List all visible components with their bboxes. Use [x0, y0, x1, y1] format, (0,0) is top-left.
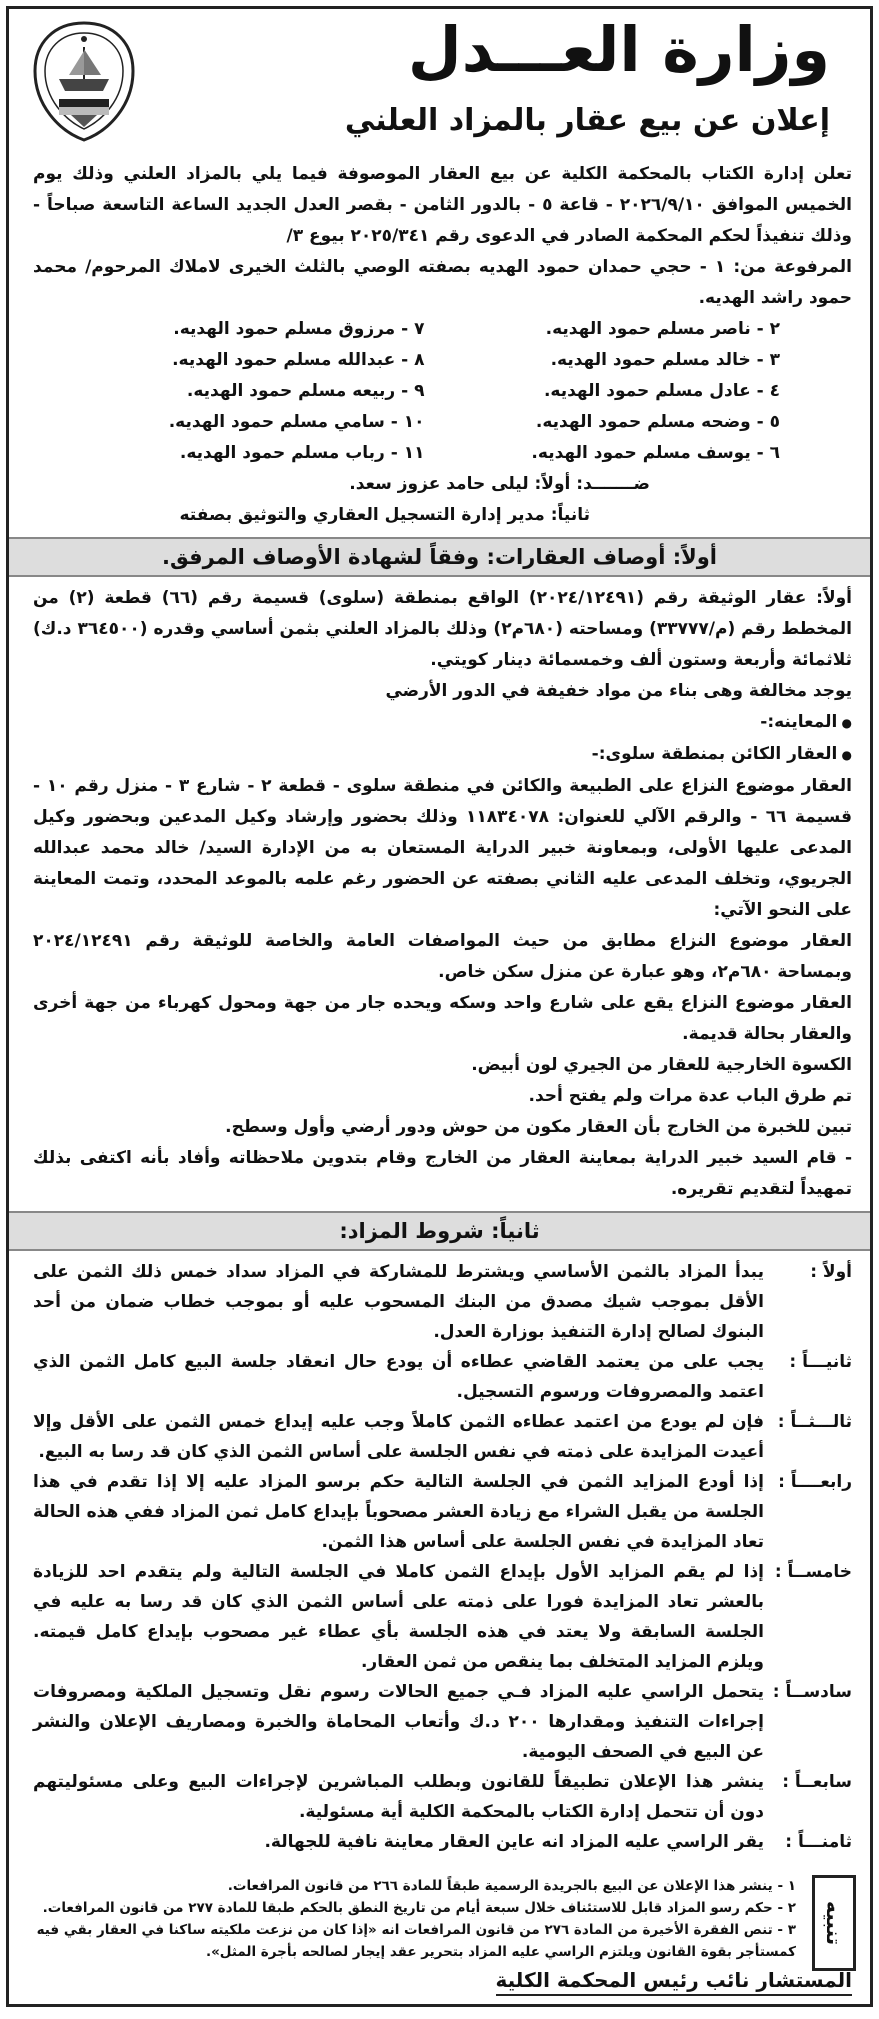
- inspection-paragraph: الكسوة الخارجية للعقار من الجيري لون أبيض.: [471, 1055, 852, 1075]
- list-item: ٣ - خالد مسلم حمود الهديه.: [550, 350, 780, 370]
- inspection-paragraph: تم طرق الباب عدة مرات ولم يفتح أحد.: [528, 1086, 852, 1106]
- plaintiff-first: المرفوعة من: ١ - حجي حمدان حمود الهديه بصفته الوصي بالثلث الخيرى لاملاك المرحوم/ محمد حمود راشد الهديه.: [33, 257, 853, 308]
- condition-item: [9, 1407, 870, 1467]
- violation-line: يوجد مخالفة وهى بناء من مواد خفيفة في الدور الأرضي: [385, 681, 852, 701]
- condition-text: يجب على من يعتمد القاضي عطاءه أن يودع حال انعقاد جلسة البيع كامل الثمن الذي اعتمد والمصروفات ورسوم التسجيل.: [33, 1352, 764, 1402]
- list-item: ٥ - وضحه مسلم حمود الهديه.: [535, 412, 780, 432]
- signature: المستشار نائب رئيس المحكمة الكلية: [496, 1968, 852, 1996]
- condition-label: سابعــاً :: [782, 1772, 852, 1792]
- header: [9, 9, 870, 159]
- condition-text: فإن لم يودع من اعتمد عطاءه الثمن كاملاً وجب عليه إيداع خمس الثمن على الأقل وإلا أعيدت المزايدة على ذمته في نفس الجلسة على أساس الثمن الذي كان قد رسا به البيع.: [33, 1412, 764, 1462]
- condition-text: إذا أودع المزايد الثمن في الجلسة التالية حكم برسو المزاد عليه إلا إذا تقدم في هذا الجلسة من يقبل الشراء مع زيادة العشر مصحوباً بإيداع كامل ثمن المزاد ففي هذه الحالة تعاد المزايدة في نفس الجلسة على أساس هذا الثمن.: [33, 1472, 764, 1552]
- notes-box: [23, 1871, 856, 1967]
- condition-label: ثالـــثــاً :: [777, 1412, 852, 1432]
- list-item: ٤ - عادل مسلم حمود الهديه.: [543, 381, 780, 401]
- condition-text: يقر الراسي عليه المزاد انه عاين العقار معاينة نافية للجهالة.: [264, 1832, 764, 1852]
- inspection-bullet: ● المعاينه:-: [9, 707, 870, 739]
- condition-label: ثامنـــاً :: [785, 1832, 852, 1852]
- condition-item: [9, 1767, 870, 1827]
- condition-text: ينشر هذا الإعلان تطبيقاً للقانون وبطلب المباشرين لإجراءات البيع وعلى مسئوليتهم دون أن تتحمل إدارة الكتاب بالمحكمة الكلية أية مسئولية.: [33, 1772, 764, 1822]
- list-item: ٢ - ناصر مسلم حمود الهديه.: [545, 319, 780, 339]
- condition-text: يتحمل الراسي عليه المزاد فـي جميع الحالات رسوم نقل وتسجيل الملكية ومصروفات إجراءات التنفيذ ومقدارها ٢٠٠ د.ك وأتعاب المحاماة والخبرة ومصاريف الإعلان والنشر عن البيع في الصحف اليومية.: [33, 1682, 764, 1762]
- announcement-title: إعلان عن بيع عقار بالمزاد العلني: [344, 103, 830, 138]
- list-item: ٧ - مرزوق مسلم حمود الهديه.: [173, 319, 425, 339]
- condition-item: [9, 1677, 870, 1767]
- notes-lines: [23, 1875, 796, 1963]
- list-item: ٨ - عبدالله مسلم حمود الهديه.: [172, 350, 425, 370]
- condition-label: خامســاً :: [774, 1562, 852, 1582]
- note-line: ٣ - تنص الفقرة الأخيرة من المادة ٢٧٦ من قانون المرافعات انه «إذا كان من نزعت ملكيته ساكنا في العقار بقي فيه كمستأجر بقوة القانون ويلتزم الراسي عليه المزاد بتحرير عقد إيجار لصالحه بأجرة المثل».: [36, 1922, 796, 1960]
- defendant-first: ضـــــــد: أولاً: ليلى حامد عزوز سعد.: [349, 474, 650, 494]
- location-bullet: ● العقار الكائن بمنطقة سلوى:-: [9, 739, 870, 771]
- intro-paragraph: تعلن إدارة الكتاب بالمحكمة الكلية عن بيع العقار الموصوفة فيما يلي بالمزاد العلني وذلك يوم الخميس الموافق ٢٠٢٦/٩/١٠ - قاعة ٥ - بالدور الثامن - بقصر العدل الجديد الساعة التاسعة صباحاً - وذلك تنفيذاً لحكم المحكمة الصادر في الدعوى رقم ٢٠٢٥/٣٤١ بيوع ٣/: [33, 164, 853, 246]
- list-item: ١٠ - سامي مسلم حمود الهديه.: [168, 412, 425, 432]
- condition-item: [9, 1257, 870, 1347]
- plaintiffs-list: [9, 314, 870, 469]
- section-conditions-title: ثانياً: شروط المزاد:: [9, 1211, 870, 1251]
- condition-item: [9, 1827, 870, 1857]
- condition-label: سادســاً :: [772, 1682, 852, 1702]
- notes-tag: تنبيه: [812, 1875, 856, 1971]
- list-item: ٦ - يوسف مسلم حمود الهديه.: [531, 443, 780, 463]
- note-line: ١ - ينشر هذا الإعلان عن البيع بالجريدة الرسمية طبقاً للمادة ٢٦٦ من قانون المرافعات.: [227, 1878, 796, 1894]
- property-line: أولاً: عقار الوثيقة رقم (٢٠٢٤/١٢٤٩١) الواقع بمنطقة (سلوى) قسيمة رقم (٦٦) قطعة (٢) من المخطط رقم (م/٣٣٧٧٧) ومساحته (٦٨٠م٢) وذلك بالمزاد العلني بثمن أساسي وقدره (٣٦٤٥٠٠ د.ك) ثلاثمائة وأربعة وستون ألف وخمسمائة دينار كويتي.: [33, 588, 853, 670]
- condition-label: ثانيـــاً :: [789, 1352, 852, 1372]
- inspection-paragraph: العقار موضوع النزاع مطابق من حيث المواصفات العامة والخاصة للوثيقة رقم ٢٠٢٤/١٢٤٩١ وبمساحة ٦٨٠م٢، وهو عبارة عن منزل سكن خاص.: [33, 931, 852, 982]
- inspection-paragraph: - قام السيد خبير الدراية بمعاينة العقار من الخارج وقام بتدوين ملاحظاته وأفاد بأنه اكتفى بذلك تمهيداً لتقديم تقريره.: [33, 1148, 852, 1199]
- condition-label: أولاً :: [810, 1262, 852, 1282]
- list-item: ١١ - رباب مسلم حمود الهديه.: [179, 443, 425, 463]
- inspection-paragraph: تبين للخبرة من الخارج بأن العقار مكون من حوش ودور أرضي وأول وسطح.: [225, 1117, 852, 1137]
- defendant-second: ثانياً: مدير إدارة التسجيل العقاري والتوثيق بصفته: [179, 505, 590, 525]
- condition-text: إذا لم يقم المزايد الأول بإيداع الثمن كاملا في الجلسة التالية ولم يتقدم احد للزيادة بالعشر تعاد المزايدة فورا على ذمته على أساس الثمن الذي كان قد رسا به عليه في الجلسة السابقة ولا يعتد في هذه الجلسة بأي عطاء غير مصحوب بإيداع كامل قيمته. ويلزم المزايد المتخلف بما ينقص من ثمن العقار.: [33, 1562, 764, 1672]
- kuwait-emblem-icon: [29, 19, 139, 144]
- inspection-paragraph: العقار موضوع النزاع يقع على شارع واحد وسكه ويحده جار من جهة ومحول كهرباء من جهة أخرى والعقار بحالة قديمة.: [33, 993, 852, 1044]
- list-item: ٩ - ربيعه مسلم حمود الهديه.: [186, 381, 425, 401]
- announcement-page: [6, 6, 873, 2007]
- condition-item: [9, 1467, 870, 1557]
- condition-item: [9, 1347, 870, 1407]
- section-descriptions-title: أولاً: أوصاف العقارات: وفقاً لشهادة الأوصاف المرفق.: [9, 537, 870, 577]
- inspection-paragraph: العقار موضوع النزاع على الطبيعة والكائن في منطقة سلوى - قطعة ٢ - شارع ٣ - منزل رقم ١٠ - قسيمة ٦٦ - والرقم الآلي للعنوان: ١١٨٣٤٠٧٨ وذلك بحضور وإرشاد وكيل المدعين وبحضور وكيل المدعى عليها الأولى، وبمعاونة خبير الدراية المستعان به من الإدارة السيد/ خالد محمد عبدالله الجريوي، وتخلف المدعى عليه الثاني بصفته عن الحضور رغم علمه بالموعد المحدد، وتمت المعاينة على النحو الآتي:: [33, 776, 852, 920]
- condition-item: [9, 1557, 870, 1677]
- condition-text: يبدأ المزاد بالثمن الأساسي ويشترط للمشاركة في المزاد سداد خمس ذلك الثمن على الأقل بموجب شيك مصدق من البنك المسحوب عليه أو بموجب خطاب ضمان من أحد البنوك لصالح إدارة التنفيذ بوزارة العدل.: [33, 1262, 764, 1342]
- note-line: ٢ - حكم رسو المزاد قابل للاستئناف خلال سبعة أيام من تاريخ النطق بالحكم طبقا للمادة ٢٧٧ من قانون المرافعات.: [42, 1900, 796, 1916]
- condition-label: رابعــــاً :: [778, 1472, 852, 1492]
- ministry-title: وزارة العـــدل: [407, 13, 830, 86]
